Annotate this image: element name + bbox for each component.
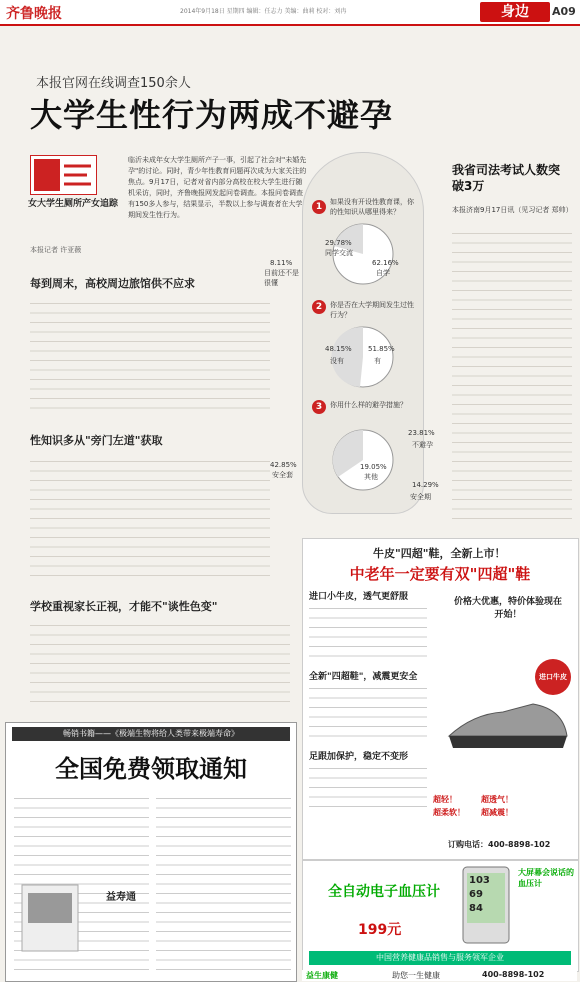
survey-q3-name-d: 安全期 [410, 493, 431, 501]
series-logo-graphic [31, 156, 96, 194]
shoe-ad-body1 [309, 603, 427, 663]
survey-q2-name-a: 没有 [330, 357, 344, 365]
survey-q3-name-c: 其他 [364, 473, 378, 481]
survey-q3-value-d: 14.29% [412, 481, 439, 489]
shoe-ad [302, 538, 579, 860]
bp-ad-price: 199元 [358, 922, 402, 938]
bp-display-3: 84 [469, 903, 483, 914]
question-number-3: 3 [312, 400, 326, 414]
bp-display-2: 69 [469, 889, 483, 900]
bp-ad-side: 大屏幕会说话的血压计 [518, 868, 574, 888]
shoe-ad-headline: 中老年一定要有双"四超"鞋 [349, 565, 531, 583]
section-heading-3: 学校重视家长正视，才能不"谈性色变" [30, 600, 218, 613]
shoe-ad-body3 [309, 763, 427, 813]
survey-q3-label: 你用什么样的避孕措施？ [330, 401, 407, 409]
section-heading-1: 每到周末，高校周边旅馆供不应求 [30, 277, 195, 290]
byline: 本报记者 许亚薇 [30, 246, 82, 254]
sidebar-byline: 本报济南9月17日讯（见习记者 郑帅） [452, 206, 573, 214]
survey-q2-value-b: 51.85% [368, 345, 395, 353]
body-text-1 [30, 298, 270, 418]
shoe-ad-sub3: 足跟加保护，稳定不变形 [309, 752, 409, 762]
brand-hotline: 400-8898-102 [482, 970, 545, 979]
survey-q1-name-b: 自学 [376, 269, 390, 277]
bp-ad-label: 全自动电子血压计 [328, 884, 440, 900]
body-text-2 [30, 456, 270, 586]
survey-q3-pie [318, 425, 408, 495]
section-tab: 身边 [480, 2, 550, 22]
sidebar-headline: 我省司法考试人数突破3万 [452, 163, 561, 193]
shoe-ad-badge-4: 超减震！ [481, 808, 513, 817]
shoe-ad-sub2: 全新"四超鞋"，减震更安全 [309, 672, 418, 682]
section-heading-2: 性知识多从"旁门左道"获取 [30, 434, 163, 447]
shoe-ad-badge-2: 超透气！ [481, 795, 513, 804]
kicker: 本报官网在线调查150余人 [36, 76, 191, 91]
sidebar-body [452, 228, 572, 528]
shoe-ad-body2 [309, 683, 427, 743]
blood-pressure-ad [302, 860, 579, 972]
survey-q2-name-b: 有 [374, 357, 381, 365]
dateline: 2014年9月18日 星期四 编辑：任志力 美编：曲莉 校对：刘冉 [180, 8, 347, 15]
shoe-ad-sub1: 进口小牛皮，透气更舒服 [309, 592, 409, 602]
shoe-ad-badge-3: 超柔软！ [433, 808, 465, 817]
book-ad-tag: 益寿通 [106, 892, 136, 903]
survey-q1-value-b: 62.16% [372, 259, 399, 267]
survey-q3-value-c: 19.05% [360, 463, 387, 471]
shoe-ad-tag: 进口牛皮 [535, 659, 571, 695]
page-number: A09 [552, 5, 576, 18]
survey-q2-value-a: 48.15% [325, 345, 352, 353]
brand-slogan: 助您一生健康 [392, 971, 440, 980]
survey-q3-name-b: 不避孕 [412, 441, 433, 449]
book-ad-body-right [156, 793, 291, 973]
bp-display-1: 103 [469, 875, 490, 886]
book-ad [5, 722, 297, 982]
masthead: 齐鲁晚报 [6, 6, 62, 22]
survey-q3-value-a: 42.85% [270, 461, 297, 469]
survey-q1-value-c: 8.11% [270, 259, 293, 267]
series-caption: 女大学生厕所产女追踪 [28, 199, 119, 209]
brand-strip [302, 970, 577, 981]
shoe-ad-hotline: 订购电话：400-8898-102 [448, 840, 551, 849]
question-number-1: 1 [312, 200, 326, 214]
shoe-ad-price-title: 价格大优惠，特价体验现在开始！ [453, 597, 562, 620]
series-logo [30, 155, 97, 195]
question-number-2: 2 [312, 300, 326, 314]
book-ad-headline: 全国免费领取通知 [55, 755, 247, 783]
survey-q1-name-c: 目前还不是很懂 [264, 269, 299, 287]
shoe-ad-top: 牛皮"四超"鞋，全新上市！ [373, 547, 506, 560]
page-header [0, 0, 580, 26]
survey-q3-value-b: 23.81% [408, 429, 435, 437]
shoe-ad-badge-1: 超轻！ [433, 795, 457, 804]
body-text-3 [30, 620, 290, 712]
survey-q2-label: 你是否在大学期间发生过性行为？ [330, 301, 414, 319]
brand-name: 益生康健 [306, 971, 338, 980]
lead-paragraph: 临沂未成年女大学生厕所产子一事，引起了社会对"未婚先孕"的讨论。同时，青少年性教育问题再次成为大家关注的焦点。9月17日，记者对省内部分高校在校大学生进行随机采访，同时，齐鲁晚报网发起问卷调查。本报问卷调查有150多人参与，结果显示，半数以上参与调查者在大学期间发生性行为。 [128, 156, 307, 219]
survey-q1-label: 如果没有开设性教育课，你的性知识从哪里得来？ [330, 198, 414, 216]
survey-q1-value-a: 29.78% [325, 239, 352, 247]
survey-q1-name-a: 同学交流 [325, 249, 353, 257]
book-ad-top: 畅销书籍——《极端生物将给人类带来极端寿命》 [12, 727, 290, 741]
book-cover-image [20, 883, 80, 953]
bp-ad-banner: 中国营养健康品销售与服务领军企业 [309, 951, 571, 965]
survey-q3-name-a: 安全套 [272, 471, 293, 479]
headline: 大学生性行为两成不避孕 [30, 96, 394, 134]
